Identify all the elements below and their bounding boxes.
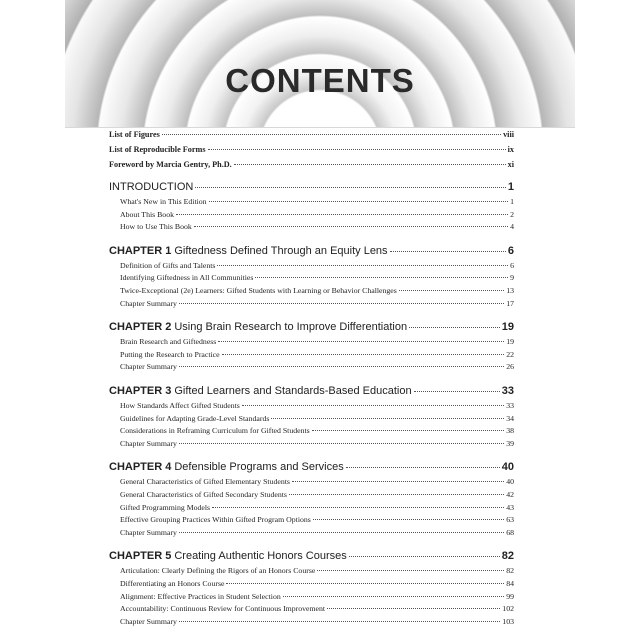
entry-label: Definition of Gifts and Talents xyxy=(120,260,216,270)
page-number: 42 xyxy=(506,490,514,499)
entry-label: Chapter Summary xyxy=(120,438,177,448)
dot-leader xyxy=(208,148,506,150)
dot-leader xyxy=(212,506,504,508)
chapter-heading xyxy=(109,245,514,257)
entry-label: List of Reproducible Forms xyxy=(109,145,206,154)
chapter-heading xyxy=(109,461,514,473)
entry-label: What's New in This Edition xyxy=(120,197,207,206)
entry-label: Chapter Summary xyxy=(120,616,177,626)
dot-leader xyxy=(194,225,508,227)
dot-leader xyxy=(283,595,504,597)
entry-label: Chapter Summary xyxy=(120,298,177,308)
toc-entry xyxy=(120,515,514,524)
entry-label: Putting the Research to Practice xyxy=(120,349,220,359)
toc-entry xyxy=(120,261,514,270)
chapter-number: CHAPTER 4 xyxy=(109,461,172,474)
chapter-heading xyxy=(109,321,514,333)
page-number: 68 xyxy=(506,527,514,537)
dot-leader xyxy=(317,569,504,571)
entry-label: Accountability: Continuous Review for Continuous Improvement xyxy=(120,604,326,614)
toc-entry xyxy=(120,273,514,282)
page-number: 99 xyxy=(506,591,514,601)
entry-label: Considerations in Reframing Curriculum for Gifted Students xyxy=(120,426,310,436)
page-number: 34 xyxy=(506,413,514,423)
toc-entry xyxy=(120,592,514,601)
page-number: 1 xyxy=(510,197,514,206)
entry-label: How Standards Affect Gifted Students xyxy=(120,401,240,410)
toc-entry xyxy=(120,337,514,346)
dot-leader xyxy=(218,340,504,342)
page-number: 39 xyxy=(506,438,514,448)
chapter-heading xyxy=(109,181,514,193)
toc-entry xyxy=(120,579,514,588)
dot-leader xyxy=(176,213,508,215)
chapter-title: Creating Authentic Honors Courses xyxy=(174,550,347,563)
dot-leader xyxy=(346,466,500,468)
toc-entry xyxy=(120,426,514,435)
toc-entry xyxy=(120,477,514,486)
dot-leader xyxy=(242,404,504,406)
chapter-title: Defensible Programs and Services xyxy=(174,461,344,474)
page-number: 33 xyxy=(506,401,514,410)
page-number: 13 xyxy=(506,286,514,295)
page-number: 17 xyxy=(506,298,514,308)
chapter-number: CHAPTER 3 xyxy=(109,385,172,397)
entry-label: List of Figures xyxy=(109,130,160,139)
page-number: 82 xyxy=(501,550,514,563)
page-title: CONTENTS xyxy=(225,62,415,99)
toc-entry xyxy=(120,528,514,537)
page-number: 4 xyxy=(510,222,514,232)
dot-leader xyxy=(217,264,508,266)
chapter-heading xyxy=(109,550,514,562)
header-divider xyxy=(65,127,575,128)
entry-label: About This Book xyxy=(120,209,175,219)
toc-entry xyxy=(120,490,514,499)
entry-label: General Characteristics of Gifted Elementary Students xyxy=(120,477,290,487)
toc-entry xyxy=(120,197,514,206)
dot-leader xyxy=(195,186,506,188)
toc-entry xyxy=(120,362,514,371)
toc-entry xyxy=(120,210,514,219)
entry-label: How to Use This Book xyxy=(120,222,192,232)
chapter-title: Using Brain Research to Improve Differentiation xyxy=(174,321,408,334)
page-number: 9 xyxy=(510,273,514,283)
page-number: 40 xyxy=(501,461,514,474)
page-number: 26 xyxy=(506,362,514,372)
entry-label: Twice-Exceptional (2e) Learners: Gifted Students with Learning or Behavior Challenges xyxy=(120,286,397,295)
chapter-number: CHAPTER 5 xyxy=(109,550,172,563)
dot-leader xyxy=(289,493,504,495)
toc-entry xyxy=(120,503,514,512)
page-number: 19 xyxy=(506,337,514,347)
dot-leader xyxy=(162,133,501,135)
page-number: 103 xyxy=(502,616,514,626)
page-number: 6 xyxy=(510,260,514,270)
page-number: 63 xyxy=(506,515,514,525)
toc-entry xyxy=(120,401,514,410)
dot-leader xyxy=(399,289,504,291)
page-number: 19 xyxy=(501,321,514,334)
dot-leader xyxy=(222,353,505,355)
dot-leader xyxy=(179,302,504,304)
toc-entry xyxy=(120,566,514,575)
page-number: 2 xyxy=(510,209,514,219)
page-number: 33 xyxy=(501,385,514,397)
dot-leader xyxy=(292,480,504,482)
page-number: 102 xyxy=(502,604,514,614)
entry-label: Brain Research and Giftedness xyxy=(120,337,217,347)
toc-entry xyxy=(120,439,514,448)
page-number: 1 xyxy=(507,181,514,193)
dot-leader xyxy=(414,390,500,392)
dot-leader xyxy=(226,582,504,584)
dot-leader xyxy=(327,607,500,609)
dot-leader xyxy=(390,250,506,252)
dot-leader xyxy=(179,620,500,622)
front-matter-entry xyxy=(109,145,514,154)
page-number: 22 xyxy=(506,349,514,359)
entry-label: Foreword by Marcia Gentry, Ph.D. xyxy=(109,160,232,169)
page-number: 6 xyxy=(507,244,514,257)
front-matter-entry xyxy=(109,160,514,169)
page-number: 40 xyxy=(506,477,514,487)
entry-label: Identifying Giftedness in All Communities xyxy=(120,273,254,283)
dot-leader xyxy=(271,417,504,419)
entry-label: Differentiating an Honors Course xyxy=(120,579,225,588)
toc-entry xyxy=(120,617,514,626)
document-page xyxy=(65,0,575,640)
front-matter-entry xyxy=(109,130,514,139)
chapter-title: Giftedness Defined Through an Equity Lens xyxy=(174,244,388,257)
entry-label: Effective Grouping Practices Within Gifted Program Options xyxy=(120,515,311,525)
entry-label: Chapter Summary xyxy=(120,527,177,537)
dot-leader xyxy=(312,429,505,431)
toc-entry xyxy=(120,604,514,613)
entry-label: Articulation: Clearly Defining the Rigors of an Honors Course xyxy=(120,566,316,576)
entry-label: Chapter Summary xyxy=(120,362,177,372)
chapter-heading xyxy=(109,385,514,397)
toc-entry xyxy=(120,286,514,295)
dot-leader xyxy=(409,326,500,328)
entry-label: Guidelines for Adapting Grade-Level Standards xyxy=(120,413,270,423)
page-number: 84 xyxy=(506,579,514,588)
page-number: viii xyxy=(503,130,514,139)
chapter-title: Gifted Learners and Standards-Based Education xyxy=(174,385,412,397)
page-number: 38 xyxy=(506,426,514,436)
page-number: 82 xyxy=(506,566,514,576)
toc-entry xyxy=(120,299,514,308)
dot-leader xyxy=(313,518,504,520)
dot-leader xyxy=(255,276,508,278)
entry-label: General Characteristics of Gifted Secondary Students xyxy=(120,490,287,499)
toc-entry xyxy=(120,414,514,423)
chapter-number: CHAPTER 2 xyxy=(109,321,172,334)
chapter-title: INTRODUCTION xyxy=(109,181,194,193)
page-number: ix xyxy=(507,145,514,154)
page-number: 43 xyxy=(506,502,514,512)
toc-entry xyxy=(120,222,514,231)
toc-entry xyxy=(120,350,514,359)
dot-leader xyxy=(234,163,506,165)
entry-label: Alignment: Effective Practices in Student Selection xyxy=(120,591,281,601)
dot-leader xyxy=(349,555,500,557)
page-number: xi xyxy=(507,160,514,169)
dot-leader xyxy=(179,531,504,533)
dot-leader xyxy=(179,365,504,367)
chapter-number: CHAPTER 1 xyxy=(109,244,172,257)
dot-leader xyxy=(209,200,509,202)
dot-leader xyxy=(179,442,504,444)
entry-label: Gifted Programming Models xyxy=(120,502,211,512)
